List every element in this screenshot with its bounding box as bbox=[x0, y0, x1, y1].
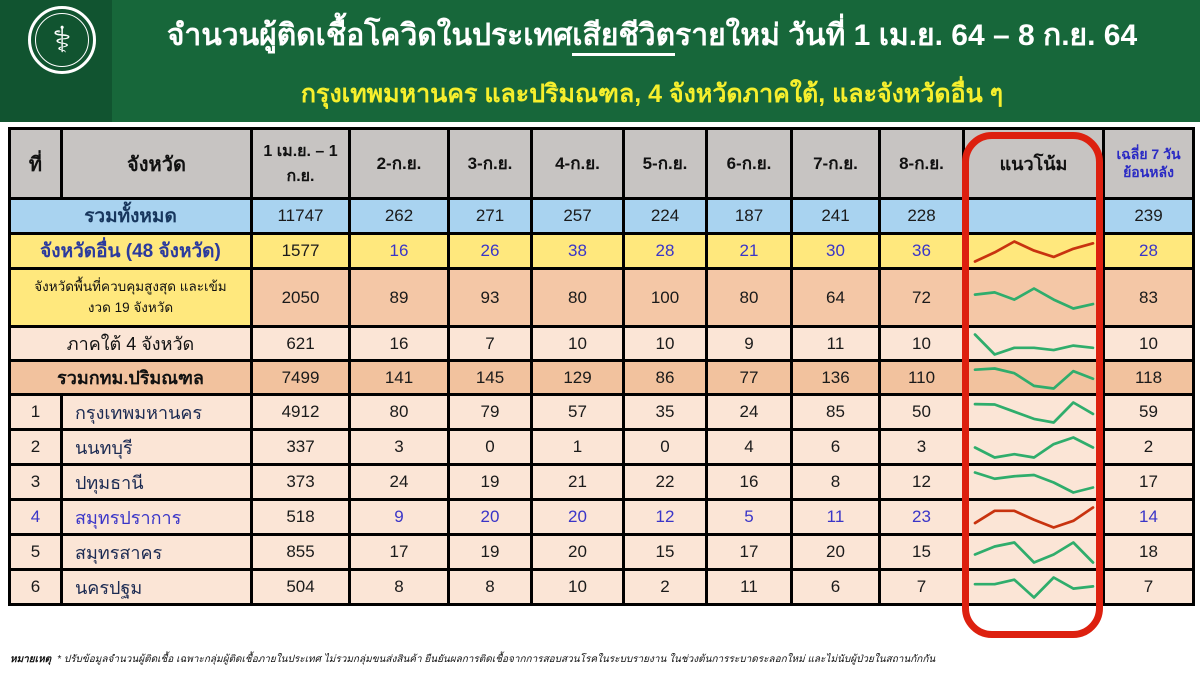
daily-value-cell: 136 bbox=[792, 361, 880, 395]
daily-value-cell: 93 bbox=[449, 269, 532, 327]
period-total-cell: 518 bbox=[252, 500, 350, 535]
daily-value-cell: 100 bbox=[624, 269, 707, 327]
daily-value-cell: 22 bbox=[624, 465, 707, 500]
trend-cell bbox=[964, 430, 1104, 465]
period-total-cell: 1577 bbox=[252, 234, 350, 269]
row-number-cell: 1 bbox=[10, 395, 62, 430]
table-header bbox=[10, 129, 1194, 199]
period-total-cell: 373 bbox=[252, 465, 350, 500]
trend-sparkline bbox=[970, 538, 1098, 566]
trend-cell bbox=[964, 570, 1104, 605]
daily-value-cell: 8 bbox=[449, 570, 532, 605]
daily-value-cell: 15 bbox=[880, 535, 964, 570]
footnote-label: หมายเหตุ bbox=[10, 654, 52, 665]
daily-value-cell: 8 bbox=[792, 465, 880, 500]
daily-value-cell: 10 bbox=[532, 327, 624, 361]
header-date-2: 3-ก.ย. bbox=[449, 129, 532, 199]
daily-value-cell: 187 bbox=[707, 199, 792, 234]
trend-cell bbox=[964, 395, 1104, 430]
daily-value-cell: 15 bbox=[624, 535, 707, 570]
daily-value-cell: 80 bbox=[532, 269, 624, 327]
header-date-7: 8-ก.ย. bbox=[880, 129, 964, 199]
table-row bbox=[10, 361, 1194, 395]
daily-value-cell: 10 bbox=[624, 327, 707, 361]
page-title bbox=[112, 12, 1192, 59]
table-row bbox=[10, 430, 1194, 465]
title-prefix: จำนวนผู้ติดเชื้อโควิดในประเทศ bbox=[166, 19, 573, 52]
moph-logo-icon bbox=[28, 6, 96, 74]
page-subtitle: กรุงเทพมหานคร และปริมณฑล, 4 จังหวัดภาคใต้, และจังหวัดอื่น ๆ bbox=[300, 80, 1004, 108]
row-number-cell: 6 bbox=[10, 570, 62, 605]
daily-value-cell: 50 bbox=[880, 395, 964, 430]
daily-value-cell: 10 bbox=[532, 570, 624, 605]
header-date-6: 7-ก.ย. bbox=[792, 129, 880, 199]
daily-value-cell: 86 bbox=[624, 361, 707, 395]
average-cell: 59 bbox=[1104, 395, 1194, 430]
table-row bbox=[10, 199, 1194, 234]
row-label-cell: ภาคใต้ 4 จังหวัด bbox=[10, 327, 252, 361]
table-row bbox=[10, 395, 1194, 430]
province-name-cell: ปทุมธานี bbox=[62, 465, 252, 500]
header-average: เฉลี่ย 7 วัน ย้อนหลัง bbox=[1104, 129, 1194, 199]
average-cell: 2 bbox=[1104, 430, 1194, 465]
province-name-cell: นนทบุรี bbox=[62, 430, 252, 465]
daily-value-cell: 6 bbox=[792, 430, 880, 465]
daily-value-cell: 11 bbox=[792, 500, 880, 535]
daily-value-cell: 64 bbox=[792, 269, 880, 327]
row-label-cell: จังหวัดพื้นที่ควบคุมสูงสุด และเข้มงวด 19 จังหวัด bbox=[10, 269, 252, 327]
table-wrapper bbox=[8, 127, 1195, 606]
average-cell: 18 bbox=[1104, 535, 1194, 570]
header-date-3: 4-ก.ย. bbox=[532, 129, 624, 199]
daily-value-cell: 17 bbox=[707, 535, 792, 570]
average-cell: 10 bbox=[1104, 327, 1194, 361]
daily-value-cell: 80 bbox=[350, 395, 449, 430]
row-number-cell: 3 bbox=[10, 465, 62, 500]
trend-cell bbox=[964, 199, 1104, 234]
daily-value-cell: 89 bbox=[350, 269, 449, 327]
trend-cell bbox=[964, 465, 1104, 500]
daily-value-cell: 5 bbox=[707, 500, 792, 535]
daily-value-cell: 30 bbox=[792, 234, 880, 269]
daily-value-cell: 19 bbox=[449, 535, 532, 570]
average-cell: 7 bbox=[1104, 570, 1194, 605]
daily-value-cell: 11 bbox=[707, 570, 792, 605]
period-total-cell: 621 bbox=[252, 327, 350, 361]
footnote-text: * ปรับข้อมูลจำนวนผู้ติดเชื้อ เฉพาะกลุ่มผู้ติดเชื้อภายในประเทศ ไม่รวมกลุ่มขนส่งสินค้า ยืนยันผลการติดเชื้อจากการสอบสวนโรคในระบบรายงาน ในช่วงต้นการระบาดระลอกใหม่ และไม่นับผู้ป่วยในสถานกักกัน bbox=[57, 654, 936, 665]
trend-sparkline bbox=[970, 284, 1098, 312]
daily-value-cell: 36 bbox=[880, 234, 964, 269]
daily-value-cell: 228 bbox=[880, 199, 964, 234]
daily-value-cell: 79 bbox=[449, 395, 532, 430]
trend-sparkline bbox=[970, 398, 1098, 426]
average-cell: 239 bbox=[1104, 199, 1194, 234]
period-total-cell: 11747 bbox=[252, 199, 350, 234]
header-period: 1 เม.ย. – 1 ก.ย. bbox=[252, 129, 350, 199]
trend-sparkline bbox=[970, 468, 1098, 496]
table-row bbox=[10, 570, 1194, 605]
daily-value-cell: 9 bbox=[707, 327, 792, 361]
trend-cell bbox=[964, 500, 1104, 535]
table-body bbox=[10, 199, 1194, 605]
daily-value-cell: 12 bbox=[624, 500, 707, 535]
average-cell: 17 bbox=[1104, 465, 1194, 500]
province-name-cell: สมุทรปราการ bbox=[62, 500, 252, 535]
row-number-cell: 4 bbox=[10, 500, 62, 535]
header-province: จังหวัด bbox=[62, 129, 252, 199]
table-row bbox=[10, 465, 1194, 500]
daily-value-cell: 20 bbox=[449, 500, 532, 535]
table-row bbox=[10, 269, 1194, 327]
province-name-cell: นครปฐม bbox=[62, 570, 252, 605]
daily-value-cell: 24 bbox=[707, 395, 792, 430]
header-date-4: 5-ก.ย. bbox=[624, 129, 707, 199]
row-number-cell: 2 bbox=[10, 430, 62, 465]
trend-sparkline bbox=[970, 433, 1098, 461]
daily-value-cell: 12 bbox=[880, 465, 964, 500]
daily-value-cell: 23 bbox=[880, 500, 964, 535]
period-total-cell: 4912 bbox=[252, 395, 350, 430]
daily-value-cell: 20 bbox=[792, 535, 880, 570]
table-row bbox=[10, 535, 1194, 570]
table-row bbox=[10, 500, 1194, 535]
trend-sparkline bbox=[970, 237, 1098, 265]
header-no: ที่ bbox=[10, 129, 62, 199]
daily-value-cell: 3 bbox=[350, 430, 449, 465]
period-total-cell: 337 bbox=[252, 430, 350, 465]
daily-value-cell: 20 bbox=[532, 500, 624, 535]
daily-value-cell: 28 bbox=[624, 234, 707, 269]
header-banner bbox=[0, 0, 1200, 122]
covid-deaths-table bbox=[8, 127, 1195, 606]
daily-value-cell: 3 bbox=[880, 430, 964, 465]
daily-value-cell: 271 bbox=[449, 199, 532, 234]
footnote bbox=[10, 652, 935, 667]
daily-value-cell: 257 bbox=[532, 199, 624, 234]
daily-value-cell: 10 bbox=[880, 327, 964, 361]
row-label-cell: จังหวัดอื่น (48 จังหวัด) bbox=[10, 234, 252, 269]
daily-value-cell: 16 bbox=[707, 465, 792, 500]
trend-cell bbox=[964, 234, 1104, 269]
daily-value-cell: 9 bbox=[350, 500, 449, 535]
daily-value-cell: 0 bbox=[624, 430, 707, 465]
period-total-cell: 2050 bbox=[252, 269, 350, 327]
daily-value-cell: 11 bbox=[792, 327, 880, 361]
trend-sparkline bbox=[970, 330, 1098, 358]
header-row bbox=[10, 129, 1194, 199]
average-cell: 118 bbox=[1104, 361, 1194, 395]
row-label-cell: รวมทั้งหมด bbox=[10, 199, 252, 234]
title-underlined: เสียชีวิต bbox=[572, 19, 675, 56]
header-trend: แนวโน้ม bbox=[964, 129, 1104, 199]
province-name-cell: สมุทรสาคร bbox=[62, 535, 252, 570]
table-row bbox=[10, 327, 1194, 361]
daily-value-cell: 20 bbox=[532, 535, 624, 570]
daily-value-cell: 262 bbox=[350, 199, 449, 234]
header-date-5: 6-ก.ย. bbox=[707, 129, 792, 199]
daily-value-cell: 8 bbox=[350, 570, 449, 605]
daily-value-cell: 7 bbox=[880, 570, 964, 605]
daily-value-cell: 24 bbox=[350, 465, 449, 500]
trend-sparkline bbox=[970, 503, 1098, 531]
daily-value-cell: 224 bbox=[624, 199, 707, 234]
daily-value-cell: 4 bbox=[707, 430, 792, 465]
daily-value-cell: 241 bbox=[792, 199, 880, 234]
daily-value-cell: 57 bbox=[532, 395, 624, 430]
trend-sparkline bbox=[970, 364, 1098, 392]
daily-value-cell: 77 bbox=[707, 361, 792, 395]
trend-cell bbox=[964, 327, 1104, 361]
daily-value-cell: 1 bbox=[532, 430, 624, 465]
daily-value-cell: 19 bbox=[449, 465, 532, 500]
average-cell: 83 bbox=[1104, 269, 1194, 327]
province-name-cell: กรุงเทพมหานคร bbox=[62, 395, 252, 430]
daily-value-cell: 80 bbox=[707, 269, 792, 327]
row-label-cell: รวมกทม.ปริมณฑล bbox=[10, 361, 252, 395]
average-cell: 14 bbox=[1104, 500, 1194, 535]
daily-value-cell: 17 bbox=[350, 535, 449, 570]
title-suffix: รายใหม่ วันที่ 1 เม.ย. 64 – 8 ก.ย. 64 bbox=[675, 19, 1138, 52]
daily-value-cell: 110 bbox=[880, 361, 964, 395]
trend-cell bbox=[964, 269, 1104, 327]
daily-value-cell: 145 bbox=[449, 361, 532, 395]
daily-value-cell: 141 bbox=[350, 361, 449, 395]
daily-value-cell: 38 bbox=[532, 234, 624, 269]
table-row bbox=[10, 234, 1194, 269]
period-total-cell: 504 bbox=[252, 570, 350, 605]
daily-value-cell: 7 bbox=[449, 327, 532, 361]
daily-value-cell: 21 bbox=[532, 465, 624, 500]
daily-value-cell: 2 bbox=[624, 570, 707, 605]
daily-value-cell: 129 bbox=[532, 361, 624, 395]
period-total-cell: 855 bbox=[252, 535, 350, 570]
daily-value-cell: 35 bbox=[624, 395, 707, 430]
daily-value-cell: 16 bbox=[350, 234, 449, 269]
row-number-cell: 5 bbox=[10, 535, 62, 570]
daily-value-cell: 72 bbox=[880, 269, 964, 327]
period-total-cell: 7499 bbox=[252, 361, 350, 395]
daily-value-cell: 0 bbox=[449, 430, 532, 465]
trend-sparkline bbox=[970, 573, 1098, 601]
daily-value-cell: 16 bbox=[350, 327, 449, 361]
daily-value-cell: 6 bbox=[792, 570, 880, 605]
daily-value-cell: 26 bbox=[449, 234, 532, 269]
trend-cell bbox=[964, 535, 1104, 570]
header-date-1: 2-ก.ย. bbox=[350, 129, 449, 199]
average-cell: 28 bbox=[1104, 234, 1194, 269]
daily-value-cell: 21 bbox=[707, 234, 792, 269]
daily-value-cell: 85 bbox=[792, 395, 880, 430]
trend-cell bbox=[964, 361, 1104, 395]
caduceus-icon: ⚕ bbox=[35, 13, 89, 67]
